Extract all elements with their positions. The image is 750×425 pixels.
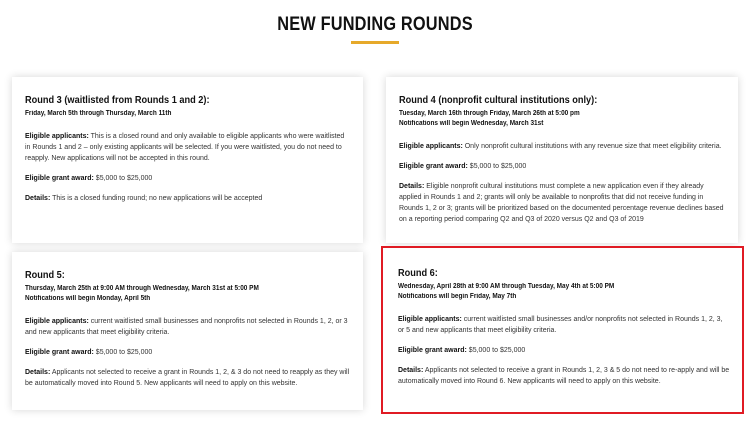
eligible-text: This is a closed round and only available to eligible applicants who were waitlisted in Rounds 1 and 2 – only existing applicants will be selected. If you were waitlisted, you do not need to reapply. New applications will not be accepted in this round. [25, 133, 345, 162]
award-label: Eligible grant award: [399, 163, 468, 170]
round-3-card [12, 77, 363, 243]
round-5-notification: Notifications will begin Monday, April 5th [25, 295, 151, 302]
round-3-heading: Round 3 (waitlisted from Rounds 1 and 2): [25, 95, 210, 106]
title-underline [351, 41, 399, 44]
award-label: Eligible grant award: [398, 347, 467, 354]
eligible-label: Eligible applicants: [399, 143, 463, 150]
details-label: Details: [398, 367, 424, 374]
round-3-eligible [25, 131, 351, 164]
round-6-card [383, 248, 742, 412]
round-3-award [25, 173, 351, 184]
round-5-card [12, 252, 363, 410]
details-text: Eligible nonprofit cultural institutions must complete a new application even if they already applied in Rounds 1 and 2; grants will only be available to nonprofits that did not receive funding in Rounds 1, 2 or 3; grants will be prioritized based on the documented percentage revenue declines based on a reporting period comparing Q2 and Q3 of 2020 versus Q2 and Q3 of 2019 [399, 183, 724, 223]
details-text: Applicants not selected to receive a grant in Rounds 1, 2, 3 & 5 do not need to re-apply and will be automatically moved into Round 6. New applicants will need to apply on this website. [398, 367, 730, 385]
round-4-card [386, 77, 738, 243]
award-text: $5,000 to $25,000 [466, 347, 526, 354]
eligible-text: current waitlisted small businesses and nonprofits not selected in Rounds 1, 2, or 3 and new applicants that meet eligibility criteria. [25, 318, 348, 336]
eligible-label: Eligible applicants: [25, 133, 89, 140]
details-text: This is a closed funding round; no new applications will be accepted [50, 195, 263, 202]
details-label: Details: [25, 195, 51, 202]
details-label: Details: [25, 369, 51, 376]
round-6-dates: Wednesday, April 28th at 9:00 AM through Tuesday, May 4th at 5:00 PM [398, 283, 615, 290]
round-6-notification: Notifications will begin Friday, May 7th [398, 293, 517, 300]
award-text: $5,000 to $25,000 [467, 163, 527, 170]
round-6-award [398, 345, 730, 356]
round-6-heading: Round 6: [398, 268, 438, 279]
award-text: $5,000 to $25,000 [93, 175, 153, 182]
page-title: NEW FUNDING ROUNDS [277, 14, 473, 35]
round-3-dates: Friday, March 5th through Thursday, March 11th [25, 110, 172, 117]
award-label: Eligible grant award: [25, 349, 94, 356]
round-5-dates: Thursday, March 25th at 9:00 AM through Wednesday, March 31st at 5:00 PM [25, 285, 259, 292]
round-5-heading: Round 5: [25, 270, 65, 281]
round-4-award [399, 161, 726, 172]
award-label: Eligible grant award: [25, 175, 94, 182]
round-5-award [25, 347, 351, 358]
round-4-heading: Round 4 (nonprofit cultural institutions only): [399, 95, 598, 106]
eligible-text: Only nonprofit cultural institutions with any revenue size that meet eligibility criteria. [462, 143, 722, 150]
round-6-details [398, 365, 730, 387]
eligible-text: current waitlisted small businesses and/or nonprofits not selected in Rounds 1, 2, 3, or 5 and new applicants that meet eligibility criteria. [398, 316, 723, 334]
eligible-label: Eligible applicants: [25, 318, 89, 325]
details-label: Details: [399, 183, 425, 190]
round-4-dates: Tuesday, March 16th through Friday, March 26th at 5:00 pm [399, 110, 580, 117]
details-text: Applicants not selected to receive a grant in Rounds 1, 2, & 3 do not need to reapply as they will be automatically moved into Round 5. New applicants will need to apply on this website. [25, 369, 350, 387]
round-6-eligible [398, 314, 730, 336]
round-4-notification: Notifications will begin Wednesday, March 31st [399, 120, 544, 127]
award-text: $5,000 to $25,000 [93, 349, 153, 356]
round-4-eligible [399, 141, 726, 152]
round-5-eligible [25, 316, 351, 338]
eligible-label: Eligible applicants: [398, 316, 462, 323]
round-4-details [399, 181, 726, 225]
round-5-details [25, 367, 351, 389]
round-3-details [25, 193, 351, 204]
